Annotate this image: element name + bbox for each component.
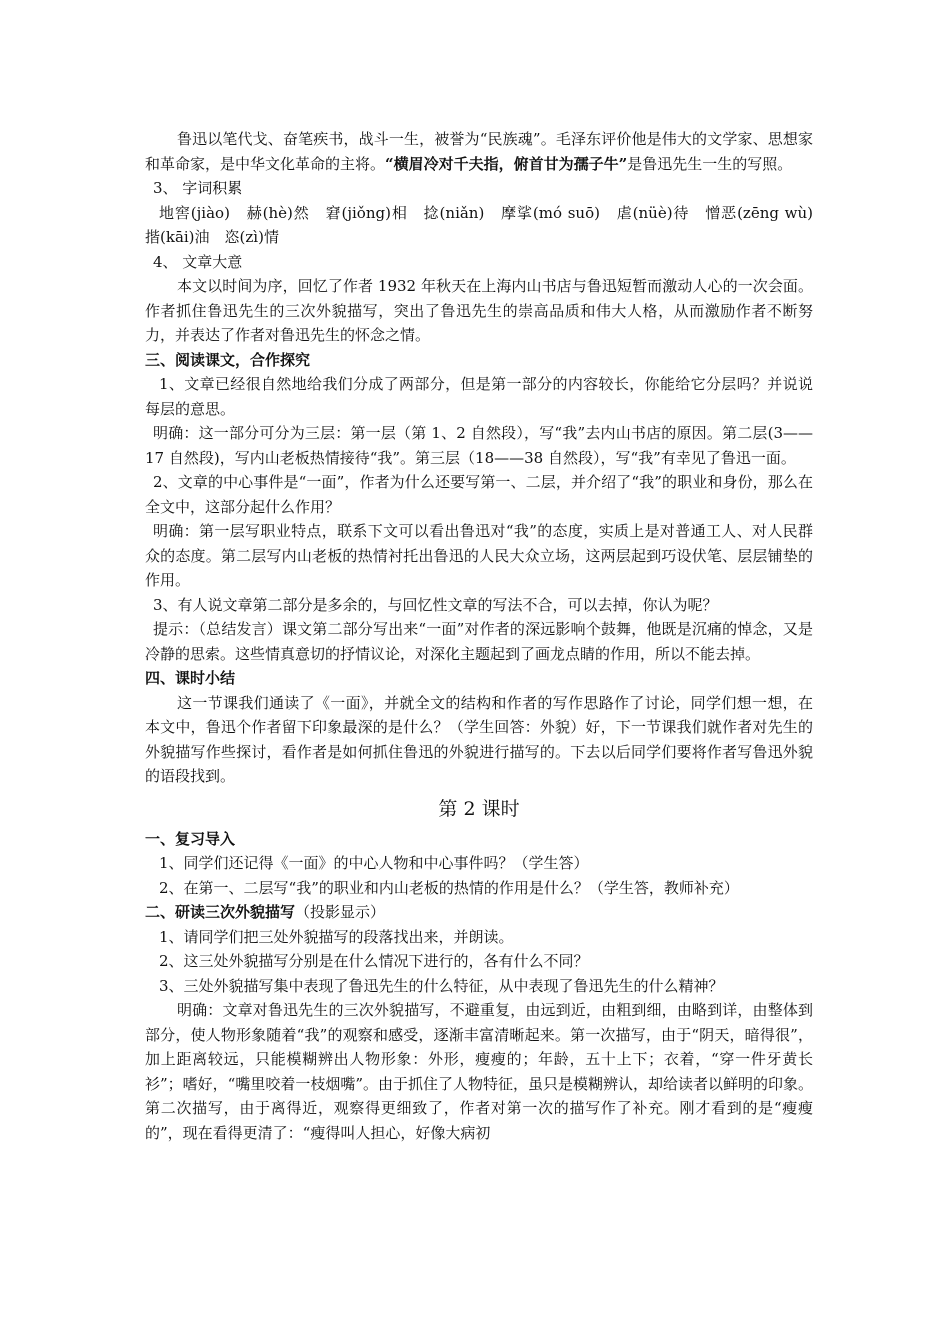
section-three-heading: 三、阅读课文，合作探究 xyxy=(145,350,311,369)
question-1: 1、文章已经很自然地给我们分成了两部分，但是第一部分的内容较长，你能给它分层吗？并说说每层的意思。 xyxy=(145,375,813,418)
question-2: 2、文章的中心事件是“一面”，作者为什么还要写第一、二层，并介绍了“我”的职业和身份，那么在全文中，这部分起什么作用？ xyxy=(145,473,813,516)
answer-1: 明确：这一部分可分为三层：第一层（第 1、2 自然段），写“我”去内山书店的原因。第二层(3——17 自然段)，写内山老板热情接待“我”。第三层（18——38 自然段），写“我”有幸见了鲁迅一面。 xyxy=(145,424,813,467)
study-question-2: 2、这三处外貌描写分别是在什么情况下进行的，各有什么不同？ xyxy=(159,952,589,970)
intro-text: 鲁迅以笔代戈、奋笔疾书，战斗一生，被誉为“民族魂”。毛泽东评价他是伟大的文学家、思想家和革命家，是中华文化革命的主将。 xyxy=(145,130,813,173)
section-four-heading: 四、课时小结 xyxy=(145,669,236,687)
vocab-list: 地窖(jiào) 赫(hè)然 窘(jiǒng)相 捻(niǎn) 摩挲(mó suō) 虐(nüè)待 憎恶(zēng wù) 揩(kāi)油 恣(zì)情 xyxy=(145,203,829,246)
section-vocab-heading: 3、 字词积累 xyxy=(153,179,243,197)
lesson-2-title: 第 2 课时 xyxy=(438,797,520,820)
section-summary-heading: 4、 文章大意 xyxy=(153,252,243,271)
recap-paragraph: 这一节课我们通读了《一面》，并就全文的结构和作者的写作思路作了讨论，同学们想一想，在本文中，鲁迅个作者留下印象最深的是什么？（学生回答：外貌）好，下一节课我们就作者对先生的外貌描写作些探讨，看作者是如何抓住鲁迅的外貌进行描写的。下去以后同学们要将作者写鲁迅外貌的语段找到。 xyxy=(145,693,813,785)
study-heading-text: 二、研读三次外貌描写 xyxy=(145,903,296,921)
review-question-1: 1、同学们还记得《一面》的中心人物和中心事件吗？（学生答） xyxy=(159,854,589,872)
intro-text-end: 是鲁迅先生一生的写照。 xyxy=(627,154,793,173)
summary-paragraph: 本文以时间为序，回忆了作者 1932 年秋天在上海内山书店与鲁迅短暂而激动人心的一次会面。作者抓住鲁迅先生的三次外貌描写，突出了鲁迅先生的崇高品质和伟大人格，从而激励作者不断努力，并表达了作者对鲁迅先生的怀念之情。 xyxy=(145,277,813,344)
study-question-3: 3、三处外貌描写集中表现了鲁迅先生的什么特征，从中表现了鲁迅先生的什么精神？ xyxy=(159,976,724,995)
document-body xyxy=(145,127,829,1145)
question-3: 3、有人说文章第二部分是多余的，与回忆性文章的写法不合，可以去掉，你认为呢？ xyxy=(153,595,718,614)
review-question-2: 2、在第一、二层写“我”的职业和内山老板的热情的作用是什么？（学生答，教师补充） xyxy=(159,878,739,897)
study-question-1: 1、请同学们把三处外貌描写的段落找出来，并朗读。 xyxy=(159,927,514,946)
study-heading-note: （投影显示） xyxy=(295,903,386,921)
study-answer: 明确：文章对鲁迅先生的三次外貌描写，不避重复，由远到近，由粗到细，由略到详，由整体到部分，使人物形象随着“我”的观察和感受，逐渐丰富清晰起来。第一次描写，由于“阴天，暗得很”，加上距离较远，只能模糊辨出人物形象：外形，瘦瘦的；年龄，五十上下；衣着，“穿一件牙黄长衫”；嗜好，“嘴里咬着一枝烟嘴”。由于抓住了人物特征，虽只是模糊辨认，却给读者以鲜明的印象。第二次描写，由于离得近，观察得更细致了，作者对第一次的描写作了补充。刚才看到的是“瘦瘦的”，现在看得更清了：“瘦得叫人担心，好像大病初 xyxy=(145,1001,814,1142)
intro-quote: “横眉冷对千夫指，俯首甘为孺子牛” xyxy=(385,154,628,173)
review-heading: 一、复习导入 xyxy=(145,829,236,848)
answer-3: 提示：（总结发言）课文第二部分写出来“一面”对作者的深远影响个鼓舞，他既是沉痛的悼念，又是冷静的思索。这些情真意切的抒情议论，对深化主题起到了画龙点睛的作用，所以不能去掉。 xyxy=(145,620,813,663)
answer-2: 明确：第一层写职业特点，联系下文可以看出鲁迅对“我”的态度，实质上是对普通工人、对人民群众的态度。第二层写内山老板的热情衬托出鲁迅的人民大众立场，这两层起到巧设伏笔、层层铺垫的作用。 xyxy=(145,522,813,589)
study-heading xyxy=(145,900,813,925)
intro-paragraph xyxy=(145,127,813,176)
